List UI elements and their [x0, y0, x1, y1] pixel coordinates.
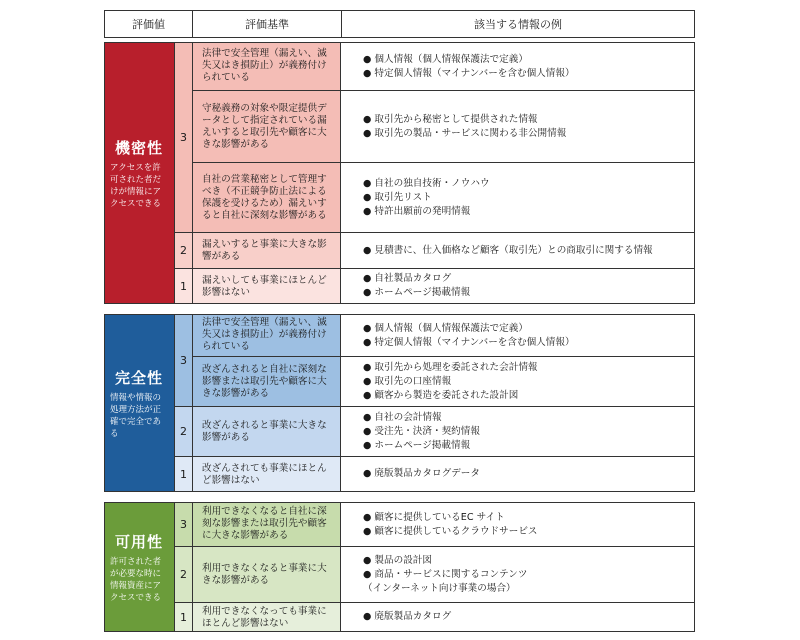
examples-cell	[341, 90, 695, 162]
category-description: 情報や情報の処理方法が正確で完全である	[110, 392, 162, 439]
example-item: ● 見積書に、仕入価格など顧客（取引先）との商取引に関する情報	[363, 244, 653, 256]
example-item: ● 取引先から秘密として提供された情報	[363, 113, 538, 125]
example-item: ● 廃版製品カタログデータ	[363, 468, 480, 479]
example-item: ● 取引先から処理を委託された会計情報	[363, 361, 538, 373]
example-item: ● 個人情報（個人情報保護法で定義）	[363, 322, 528, 334]
example-item: ● 自社の独自技術・ノウハウ	[363, 177, 490, 189]
example-item: ● 製品の設計図	[363, 554, 432, 566]
level-value: 1	[175, 268, 193, 304]
criteria-cell: 利用できなくなると自社に深刻な影響または取引先や顧客に大きな影響がある	[193, 502, 341, 546]
integrity-border	[104, 314, 695, 492]
level-value: 2	[175, 546, 193, 602]
criteria-cell: 改ざんされると自社に深刻な影響または取引先や顧客に大きな影響がある	[193, 356, 341, 406]
category-name: 完全性	[114, 368, 163, 387]
example-item: ● 廃版製品カタログ	[363, 611, 452, 622]
availability-border	[104, 502, 695, 632]
criteria-cell: 利用できなくなっても事業にほとんど影響はない	[193, 602, 341, 632]
example-item: ● 受注先・決済・契約情報	[363, 425, 480, 437]
header-level: 評価値	[104, 10, 193, 38]
example-item: ● 特定個人情報（マイナンバーを含む個人情報）	[363, 336, 575, 348]
criteria-cell: 守秘義務の対象や限定提供データとして指定されている漏えいすると取引先や顧客に大きな影響がある	[193, 90, 341, 162]
example-item: ● 取引先の口座情報	[363, 375, 452, 387]
level-value: 3	[175, 502, 193, 546]
header-criteria: 評価基準	[192, 10, 342, 38]
criteria-cell: 法律で安全管理（漏えい、滅失又はき損防止）が義務付けられている	[193, 42, 341, 90]
example-item: ● 取引先の製品・サービスに関わる非公開情報	[363, 127, 567, 139]
category-name: 可用性	[114, 532, 163, 551]
level-value: 1	[175, 602, 193, 632]
criteria-cell: 漏えいしても事業にほとんど影響はない	[193, 268, 341, 304]
example-item: ● 自社の会計情報	[363, 411, 442, 423]
criteria-cell: 漏えいすると事業に大きな影響がある	[193, 232, 341, 268]
example-item: ● 顧客から製造を委託された設計図	[363, 389, 519, 401]
example-item: ● 自社製品カタログ	[363, 273, 452, 284]
example-item: ● 特許出願前の発明情報	[363, 205, 471, 217]
level-value: 2	[175, 406, 193, 456]
category-description: 許可された者が必要な時に情報資産にアクセスできる	[110, 556, 162, 603]
level-value: 1	[175, 456, 193, 492]
criteria-cell: 利用できなくなると事業に大きな影響がある	[193, 546, 341, 602]
example-item: ● 顧客に提供しているクラウドサービス	[363, 525, 538, 537]
examples-cell	[341, 268, 695, 303]
header-examples: 該当する情報の例	[341, 10, 695, 38]
example-item: ● ホームページ掲載情報	[363, 287, 471, 298]
criteria-cell: 改ざんされても事業にほとんど影響はない	[193, 456, 341, 492]
example-item: （インターネット向け事業の場合）	[363, 582, 516, 594]
level-value: 2	[175, 232, 193, 268]
category-name: 機密性	[114, 138, 163, 157]
example-item: ● 顧客に提供しているEC サイト	[363, 511, 505, 523]
examples-cell	[341, 232, 695, 268]
example-item: ● 商品・サービスに関するコンテンツ	[363, 568, 528, 580]
examples-cell	[341, 43, 695, 90]
example-item: ● 取引先リスト	[363, 191, 432, 203]
criteria-cell: 改ざんされると事業に大きな影響がある	[193, 406, 341, 456]
example-item: ● ホームページ掲載情報	[363, 439, 471, 451]
level-value: 3	[175, 42, 193, 232]
example-item: ● 特定個人情報（マイナンバーを含む個人情報）	[363, 67, 575, 79]
example-item: ● 個人情報（個人情報保護法で定義）	[363, 53, 528, 65]
examples-cell	[341, 162, 695, 232]
criteria-cell: 法律で安全管理（漏えい、滅失又はき損防止）が義務付けられている	[193, 314, 341, 356]
criteria-cell: 自社の営業秘密として管理すべき（不正競争防止法による保護を受けるため）漏えいすると自社に深刻な影響がある	[193, 162, 341, 232]
level-value: 3	[175, 314, 193, 406]
category-description: アクセスを許可された者だけが情報にアクセスできる	[110, 162, 162, 209]
confidentiality-category	[104, 42, 175, 304]
